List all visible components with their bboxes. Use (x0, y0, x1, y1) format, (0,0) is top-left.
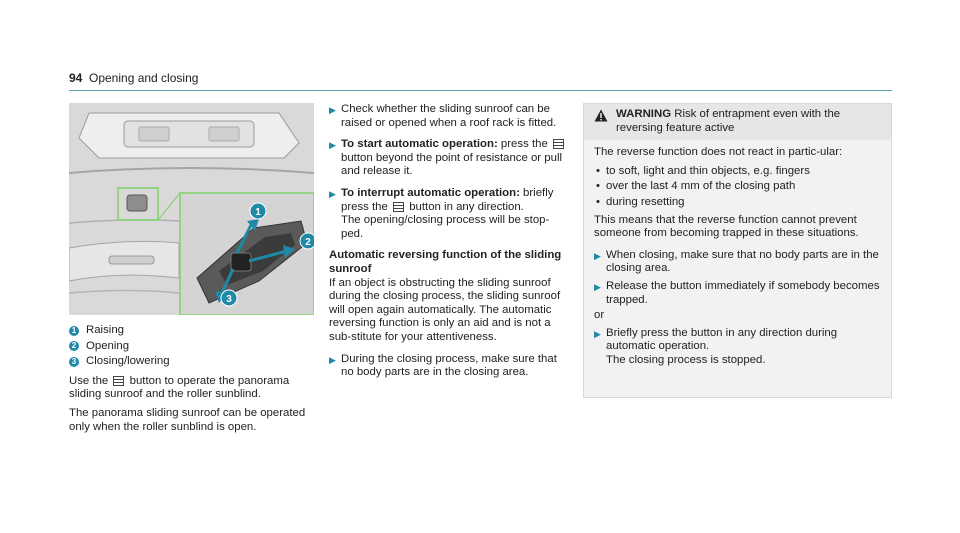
page-header (69, 70, 892, 91)
text-fragment: button beyond the point of resistance or pull and release it. (341, 151, 562, 178)
callout-3 (221, 290, 237, 306)
warning-triangle-icon (594, 109, 610, 135)
legend-label: Opening (86, 339, 130, 352)
legend-item-closing (69, 355, 314, 369)
operation-note-paragraph: The panorama sliding sunroof can be operated only when the roller sunblind is open. (69, 406, 306, 433)
warning-intro: The reverse function does not react in partic-ular: (594, 146, 843, 159)
step-arrow-icon: ▶ (329, 105, 336, 115)
warning-paragraph: This means that the reverse function cannot prevent someone from becoming trapped in these situations. (594, 213, 859, 240)
svg-text:1: 1 (255, 207, 261, 218)
step-text (341, 138, 569, 179)
illustration-svg (69, 103, 314, 315)
text-fragment: Briefly press the button in any direction during automatic operation. (606, 326, 838, 353)
warning-label: WARNING (616, 108, 672, 120)
legend-label: Closing/lowering (86, 355, 170, 368)
warning-column (583, 103, 892, 398)
warning-body (584, 140, 891, 373)
legend-item-raising (69, 324, 314, 338)
text-fragment: The opening/closing process will be stop-ped. (341, 214, 550, 240)
page-title: Opening and closing (89, 71, 199, 85)
legend-number-badge: 2 (69, 341, 79, 351)
intro-paragraph (69, 375, 314, 402)
step-arrow-icon: ▶ (594, 281, 601, 292)
warning-step (594, 280, 881, 307)
warning-header (584, 104, 891, 140)
page-number: 94 (69, 71, 83, 85)
text-fragment: Use the (69, 374, 109, 387)
instruction-step (329, 138, 569, 179)
step-text (606, 327, 881, 368)
warning-box (583, 103, 892, 398)
step-arrow-icon: ▶ (329, 140, 336, 151)
legend-number-badge: 3 (69, 357, 79, 367)
list-item: • to soft, light and thin objects, e.g. fingers (594, 165, 881, 179)
legend-and-intro-column (69, 324, 314, 439)
text-fragment: button in any direction. (409, 200, 524, 213)
warning-step (594, 249, 881, 276)
instruction-step (329, 187, 569, 241)
legend-label: Raising (86, 324, 124, 336)
text-fragment: The closing process is stopped. (606, 353, 766, 366)
callout-1 (250, 203, 266, 219)
step-text: Check whether the sliding sunroof can be raised or opened when a roof rack is fitted. (341, 103, 557, 129)
sunroof-button-icon (113, 376, 124, 386)
step-text (341, 187, 569, 241)
instruction-step (329, 353, 569, 380)
warning-bullet-list (594, 165, 881, 210)
callout-2 (300, 233, 314, 249)
list-item: • over the last 4 mm of the closing path (594, 180, 881, 194)
step-arrow-icon: ▶ (594, 328, 601, 339)
sunroof-button-icon (393, 202, 404, 212)
step-text: Release the button immediately if somebody becomes trapped. (606, 279, 880, 306)
warning-title-text: Risk of entrapment even with the reversing feature active (616, 108, 841, 134)
reversing-function-paragraph: If an object is obstructing the sliding sunroof during the closing process, the sliding sunroof will open again automatically. The automatic reversing function is only an aid and is not a sub-stitute for your attentiveness. (329, 276, 561, 343)
legend-item-opening (69, 340, 314, 354)
svg-text:3: 3 (226, 294, 232, 305)
warning-title (616, 108, 881, 135)
instruction-step (329, 103, 569, 130)
warning-step (594, 327, 881, 368)
step-text: During the closing process, make sure that no body parts are in the closing area. (341, 352, 557, 379)
step-arrow-icon: ▶ (594, 250, 601, 261)
sunroof-control-illustration (69, 103, 314, 315)
step-bold-lead: To interrupt automatic operation: (341, 186, 520, 199)
step-arrow-icon: ▶ (329, 188, 336, 199)
sunroof-button-icon (553, 139, 564, 149)
step-bold-lead: To start automatic operation: (341, 138, 498, 151)
step-text: When closing, make sure that no body parts are in the closing area. (606, 248, 879, 275)
section-heading: Automatic reversing function of the sliding sunroof (329, 249, 562, 275)
text-fragment: press the (500, 138, 548, 151)
list-item: • during resetting (594, 196, 881, 210)
text-fragment: briefly press the (341, 186, 554, 213)
step-arrow-icon: ▶ (329, 354, 336, 365)
legend-number-badge: 1 (69, 326, 79, 336)
text-fragment: button to operate the panorama sliding sunroof and the roller sunblind. (69, 374, 290, 401)
or-text: or (594, 309, 605, 322)
instructions-column (329, 103, 569, 388)
svg-text:2: 2 (305, 237, 311, 248)
